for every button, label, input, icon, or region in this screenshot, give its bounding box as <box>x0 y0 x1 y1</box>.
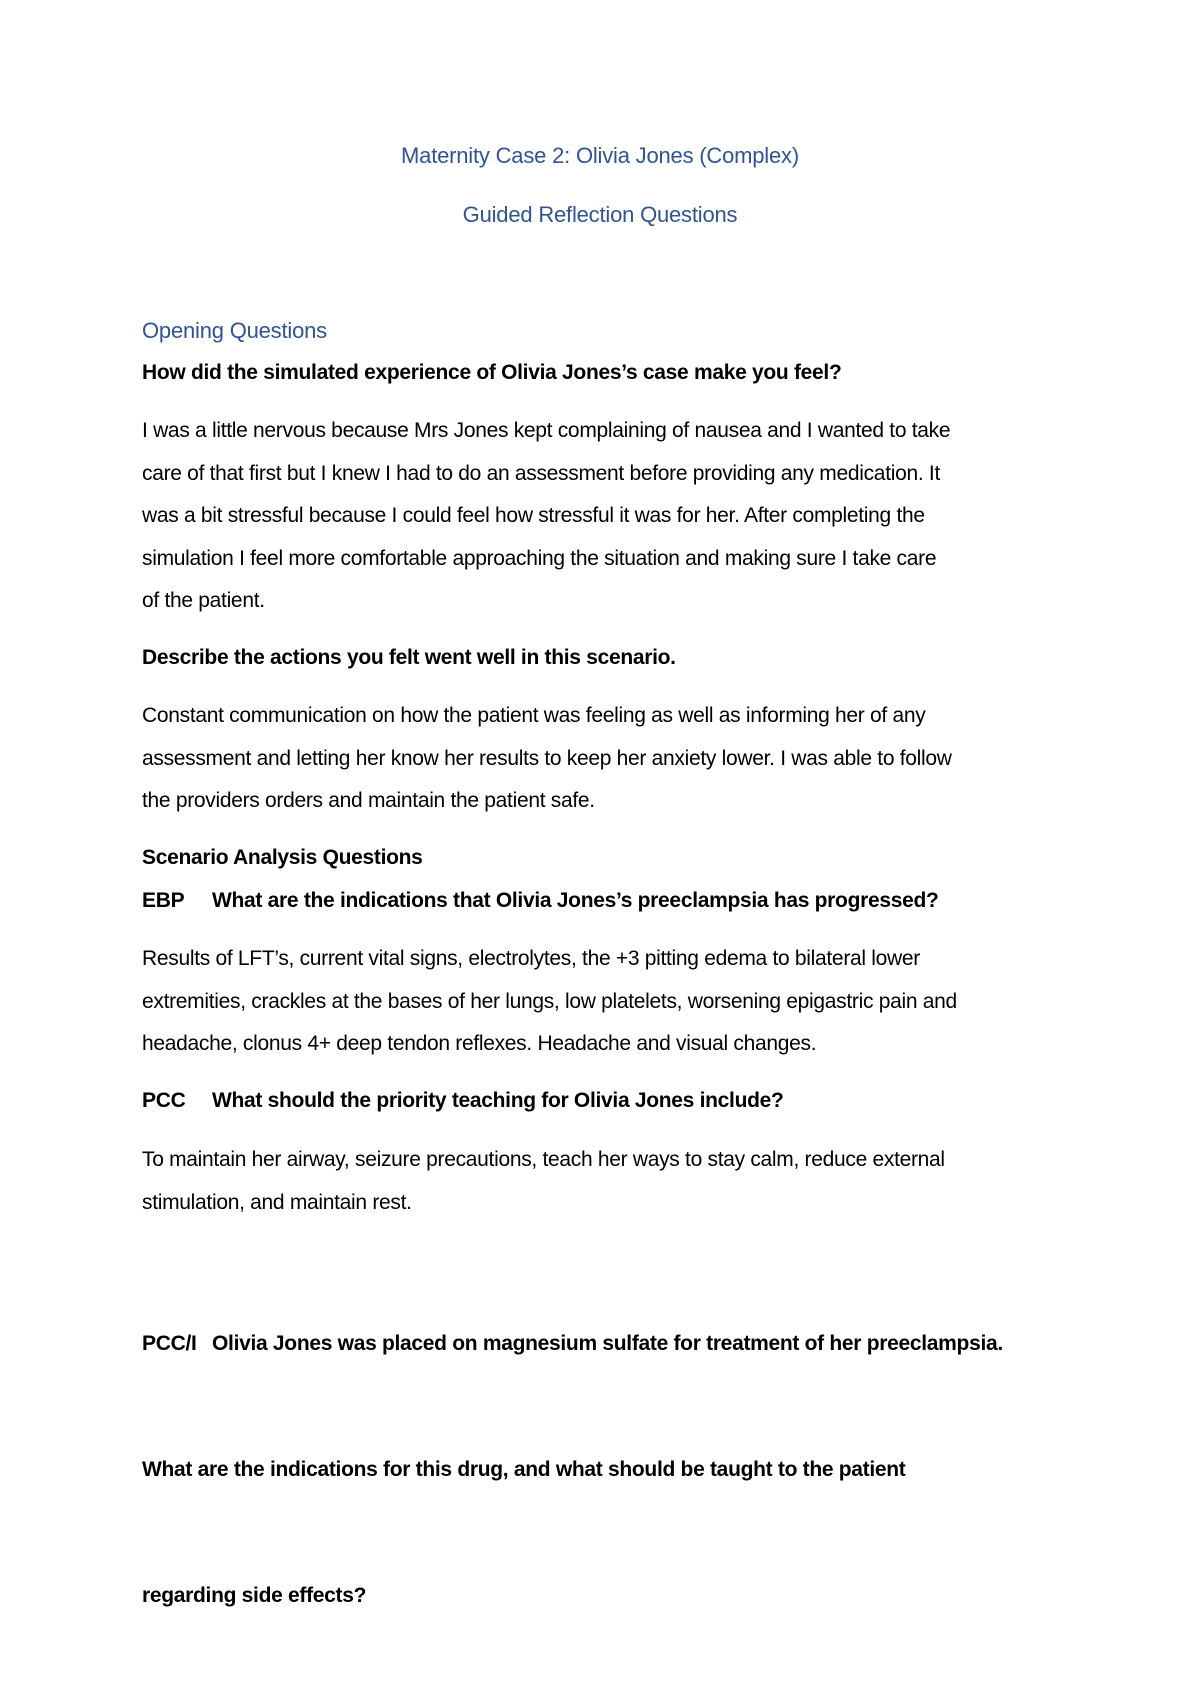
answer-line: assessment and letting her know her results to keep her anxiety lower. I was able to follow <box>142 746 952 770</box>
answer-feelings <box>142 410 1072 623</box>
question-progression <box>142 880 1072 922</box>
document-title: Maternity Case 2: Olivia Jones (Complex) <box>401 143 799 168</box>
question-teaching-text: What should the priority teaching for Olivia Jones include? <box>212 1089 784 1112</box>
question-feelings: How did the simulated experience of Olivia Jones’s case make you feel? <box>142 361 842 384</box>
question-line: regarding side effects? <box>142 1584 367 1607</box>
question-line: What are the indications for this drug, and what should be taught to the patient <box>142 1458 906 1481</box>
answer-line: of the patient. <box>142 589 265 612</box>
question-went-well: Describe the actions you felt went well in this scenario. <box>142 646 676 669</box>
question-progression-text: What are the indications that Olivia Jones’s preeclampsia has progressed? <box>212 889 939 912</box>
answer-line: was a bit stressful because I could feel how stressful it was for her. After completing the <box>142 504 925 527</box>
answer-line: headache, clonus 4+ deep tendon reflexes. Headache and visual changes. <box>142 1032 817 1055</box>
section-heading-opening: Opening Questions <box>142 318 327 343</box>
section-heading-analysis: Scenario Analysis Questions <box>142 846 423 869</box>
question-tag-ebp: EBP <box>142 889 185 912</box>
answer-line: simulation I feel more comfortable approaching the situation and making sure I take care <box>142 546 937 570</box>
answer-progression <box>142 938 1072 1066</box>
question-teaching <box>142 1080 1072 1122</box>
answer-line: stimulation, and maintain rest. <box>142 1190 412 1214</box>
question-line-text: Olivia Jones was placed on magnesium sulfate for treatment of her preeclampsia. <box>212 1332 1003 1355</box>
answer-teaching <box>142 1139 1072 1224</box>
document-subtitle: Guided Reflection Questions <box>462 202 738 227</box>
answer-line: I was a little nervous because Mrs Jones kept complaining of nausea and I wanted to take <box>142 419 951 442</box>
answer-line: To maintain her airway, seizure precautions, teach her ways to stay calm, reduce external <box>142 1148 945 1171</box>
question-magnesium <box>142 1239 1072 1701</box>
answer-line: Results of LFT’s, current vital signs, electrolytes, the +3 pitting edema to bilateral lower <box>142 947 920 970</box>
question-tag-pcc: PCC <box>142 1089 186 1112</box>
answer-line: Constant communication on how the patient was feeling as well as informing her of any <box>142 704 926 727</box>
answer-went-well <box>142 695 1072 823</box>
question-line <box>142 1323 1072 1365</box>
question-tag-pcc-i: PCC/I <box>142 1332 197 1355</box>
answer-line: extremities, crackles at the bases of her lungs, low platelets, worsening epigastric pain and <box>142 989 957 1013</box>
answer-line: care of that first but I knew I had to do an assessment before providing any medication. It <box>142 461 940 485</box>
answer-line: the providers orders and maintain the patient safe. <box>142 789 595 812</box>
